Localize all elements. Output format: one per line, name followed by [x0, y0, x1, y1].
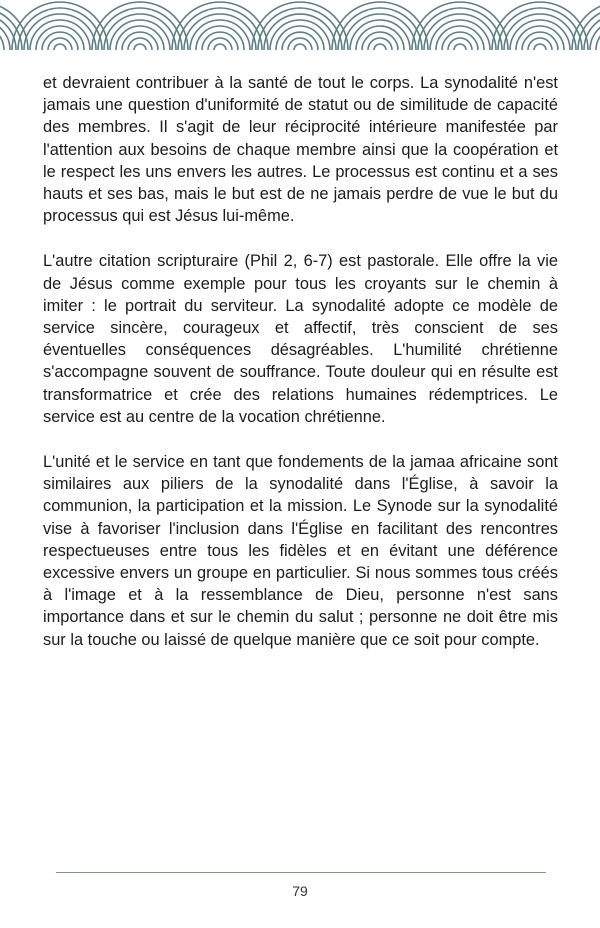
arc-stroke: [430, 20, 490, 50]
arc-stroke: [454, 44, 466, 50]
arc-cluster: [332, 2, 428, 50]
arc-cluster: [252, 2, 348, 50]
arc-stroke: [214, 44, 226, 50]
concentric-arcs-pattern: [0, 0, 600, 50]
arc-cluster: [12, 2, 108, 50]
arc-stroke: [110, 20, 170, 50]
arc-cluster: [492, 2, 588, 50]
arc-cluster: [0, 2, 28, 50]
arc-cluster: [92, 2, 188, 50]
arc-stroke: [294, 44, 306, 50]
body-paragraph-2: L'autre citation scripturaire (Phil 2, 6-7) est pastorale. Elle offre la vie de Jésus comme exemple pour tous les croyants sur le chemin à imiter : le portrait du serviteur. La synodalité adopte ce modèle de service sincère, courageux et affectif, très conscient de ses éventuelles conséquences désagréables. L'humilité chrétienne s'accompagne souvent de souffrance. Toute douleur qui en résulte est transformatrice et crée des relations humaines rédemptrices. Le service est au centre de la vocation chrétienne.: [43, 252, 558, 426]
arc-stroke: [202, 32, 238, 50]
arc-stroke: [134, 44, 146, 50]
arc-cluster: [172, 2, 268, 50]
arc-stroke: [54, 44, 66, 50]
arc-stroke: [374, 44, 386, 50]
arc-stroke: [190, 20, 250, 50]
arc-stroke: [362, 32, 398, 50]
page-body: [43, 72, 558, 674]
arc-stroke: [282, 32, 318, 50]
arc-stroke: [30, 20, 90, 50]
decorative-header-band: [0, 0, 600, 50]
arc-stroke: [442, 32, 478, 50]
arc-stroke: [522, 32, 558, 50]
body-paragraph-1: et devraient contribuer à la santé de tout le corps. La synodalité n'est jamais une question d'uniformité de statut ou de similitude de capacité des membres. Il s'agit de leur réciprocité intérieure manifestée par l'attention aux besoins de chaque membre ainsi que la coopération et le respect les uns envers les autres. Le processus est continu et a ses hauts et ses bas, mais le but est de ne jamais perdre de vue le but du processus qui est Jésus lui-même.: [43, 74, 558, 226]
arc-stroke: [122, 32, 158, 50]
body-paragraph-3: L'unité et le service en tant que fondements de la jamaa africaine sont similaires aux piliers de la synodalité dans l'Église, à savoir la communion, la participation et la mission. Le Synode sur la synodalité vise à favoriser l'inclusion dans l'Église en facilitant des rencontres respectueuses entre tous les fidèles et en évitant une déférence excessive envers un groupe en particulier. Si nous sommes tous créés à l'image et à la ressemblance de Dieu, personne n'est sans importance dans et sur le chemin du salut ; personne ne doit être mis sur la touche ou laissé de quelque manière que ce soit pour compte.: [43, 453, 558, 649]
arc-stroke: [510, 20, 570, 50]
page-number: 79: [292, 883, 308, 899]
arc-cluster: [572, 2, 600, 50]
arc-stroke: [42, 32, 78, 50]
arc-cluster: [412, 2, 508, 50]
arc-stroke: [534, 44, 546, 50]
footer-divider: [56, 872, 546, 873]
arc-stroke: [350, 20, 410, 50]
arc-stroke: [270, 20, 330, 50]
